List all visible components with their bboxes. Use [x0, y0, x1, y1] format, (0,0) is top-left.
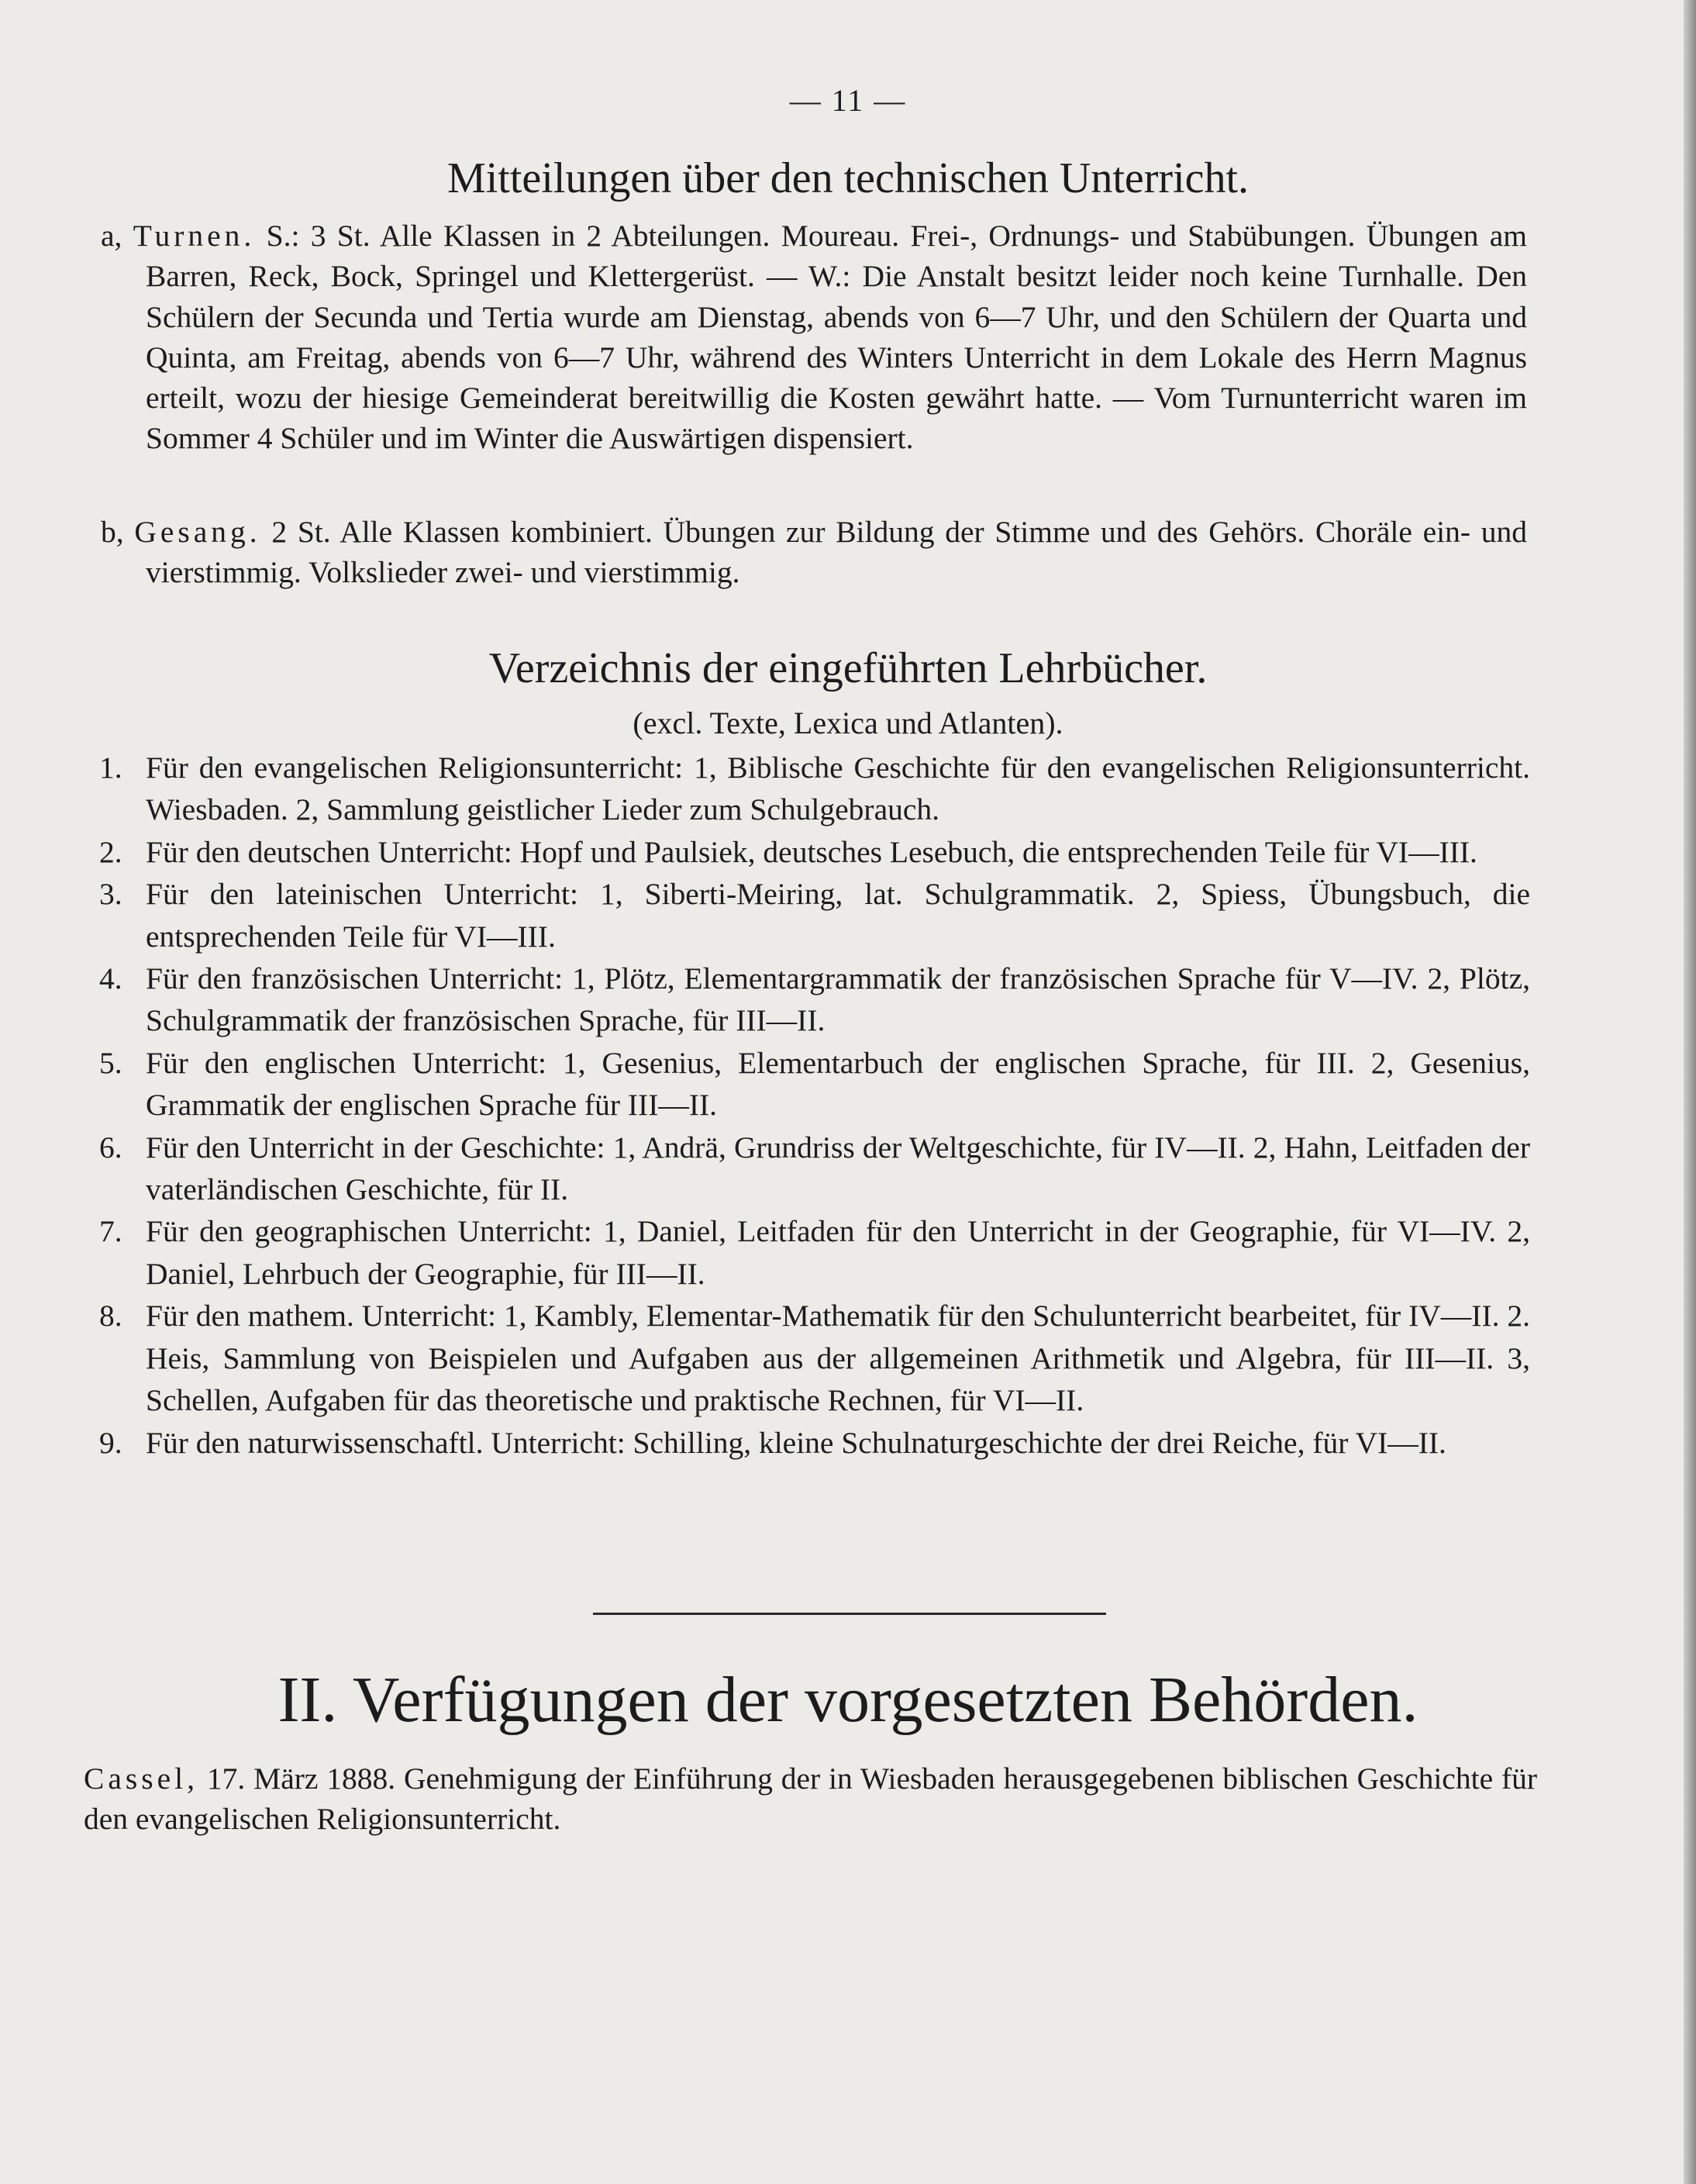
paragraph-gesang: [101, 512, 1527, 593]
textbooks-heading: Verzeichnis der eingeführten Lehrbücher.: [488, 644, 1208, 692]
list-number: 5.: [99, 1045, 122, 1080]
list-text: Für den deutschen Unterricht: Hopf und Paulsiek, deutsches Lesebuch, die entsprechenden Teile für VI—III.: [146, 834, 1477, 869]
list-number: 8.: [99, 1299, 122, 1334]
list-number: 7.: [99, 1214, 122, 1249]
list-text: Für den mathem. Unterricht: 1, Kambly, Elementar-Mathematik für den Schulunterricht bearbeitet, für IV—II. 2. Heis, Sammlung von Beispielen und Aufgaben aus der allgemeinen Arithmetik und Algebra, für III—II. 3, Schellen, Aufgaben für das theoretische und praktische Rechnen, für VI—II.: [146, 1299, 1530, 1418]
page-edge-shadow: [1684, 0, 1696, 2184]
decree-place: Cassel,: [84, 1761, 199, 1796]
list-item: [99, 1210, 1530, 1295]
subject-name: Turnen.: [133, 219, 256, 253]
list-item: [99, 831, 1530, 873]
list-item: [99, 873, 1530, 957]
list-text: Für den englischen Unterricht: 1, Gesenius, Elementarbuch der englischen Sprache, für III. 2, Gesenius, Grammatik der englischen Sprache für III—II.: [146, 1045, 1530, 1123]
list-item: [99, 1295, 1530, 1421]
list-text: Für den geographischen Unterricht: 1, Daniel, Leitfaden für den Unterricht in der Geographie, für VI—IV. 2, Daniel, Lehrbuch der Geographie, für III—II.: [146, 1214, 1530, 1291]
list-text: Für den französischen Unterricht: 1, Plötz, Elementargrammatik der französischen Sprache für V—IV. 2, Plötz, Schulgrammatik der französischen Sprache, für III—II.: [146, 961, 1530, 1038]
list-item: [99, 1042, 1530, 1127]
list-text: Für den naturwissenschaftl. Unterricht: Schilling, kleine Schulnaturgeschichte der drei Reiche, für VI—II.: [146, 1425, 1446, 1460]
paragraph-turnen: [101, 216, 1527, 459]
list-item: [99, 747, 1530, 831]
list-text: Für den evangelischen Religionsunterricht: 1, Biblische Geschichte für den evangelischen Religionsunterricht. Wiesbaden. 2, Sammlung geistlicher Lieder zum Schulgebrauch.: [146, 750, 1530, 827]
decree-text: 17. März 1888. Genehmigung der Einführung der in Wiesbaden herausgegebenen biblischen Geschichte für den evangelischen Religionsunterricht.: [84, 1761, 1538, 1836]
list-item: [99, 957, 1530, 1042]
subject-name: Gesang.: [134, 515, 261, 549]
paragraph-text: S.: 3 St. Alle Klassen in 2 Abteilungen. Moureau. Frei-, Ordnungs- und Stabübungen. Übungen am Barren, Reck, Bock, Springel und Klettergerüst. — W.: Die Anstalt besitzt leider noch keine Turnhalle. Den Schülern der Secunda und Tertia wurde am Dienstag, abends von 6—7 Uhr, und den Schülern der Quarta und Quinta, am Freitag, abends von 6—7 Uhr, während des Winters Unterricht in dem Lokale des Herrn Magnus erteilt, wozu der hiesige Gemeinderat bereitwillig die Kosten gewährt hatte. — Vom Turnunterricht waren im Sommer 4 Schüler und im Winter die Auswärtigen dispensiert.: [146, 219, 1528, 456]
item-marker: a,: [101, 219, 122, 253]
item-marker: b,: [101, 515, 124, 549]
list-number: 2.: [99, 834, 122, 869]
section-divider: [593, 1613, 1106, 1615]
list-number: 4.: [99, 961, 122, 996]
list-item: [99, 1422, 1530, 1464]
list-number: 9.: [99, 1425, 122, 1460]
list-number: 1.: [99, 750, 122, 785]
list-item: [99, 1127, 1530, 1211]
list-text: Für den Unterricht in der Geschichte: 1, Andrä, Grundriss der Weltgeschichte, für IV—II. 2, Hahn, Leitfaden der vaterländischen Geschichte, für II.: [146, 1130, 1530, 1207]
decree-paragraph: [84, 1758, 1537, 1839]
list-text: Für den lateinischen Unterricht: 1, Siberti-Meiring, lat. Schulgrammatik. 2, Spiess, Übungsbuch, die entsprechenden Teile für VI—III.: [146, 877, 1530, 954]
section-heading: II. Verfügungen der vorgesetzten Behörden.: [277, 1664, 1419, 1736]
textbook-list: [99, 747, 1530, 1464]
textbooks-note: (excl. Texte, Lexica und Atlanten).: [633, 706, 1063, 740]
list-number: 6.: [99, 1130, 122, 1164]
page-number: — 11 —: [789, 83, 907, 118]
paragraph-text: 2 St. Alle Klassen kombiniert. Übungen zur Bildung der Stimme und des Gehörs. Choräle ein- und vierstimmig. Volkslieder zwei- und vierstimmig.: [146, 515, 1528, 590]
technical-instruction-heading: Mitteilungen über den technischen Unterricht.: [446, 154, 1250, 202]
list-number: 3.: [99, 877, 122, 912]
